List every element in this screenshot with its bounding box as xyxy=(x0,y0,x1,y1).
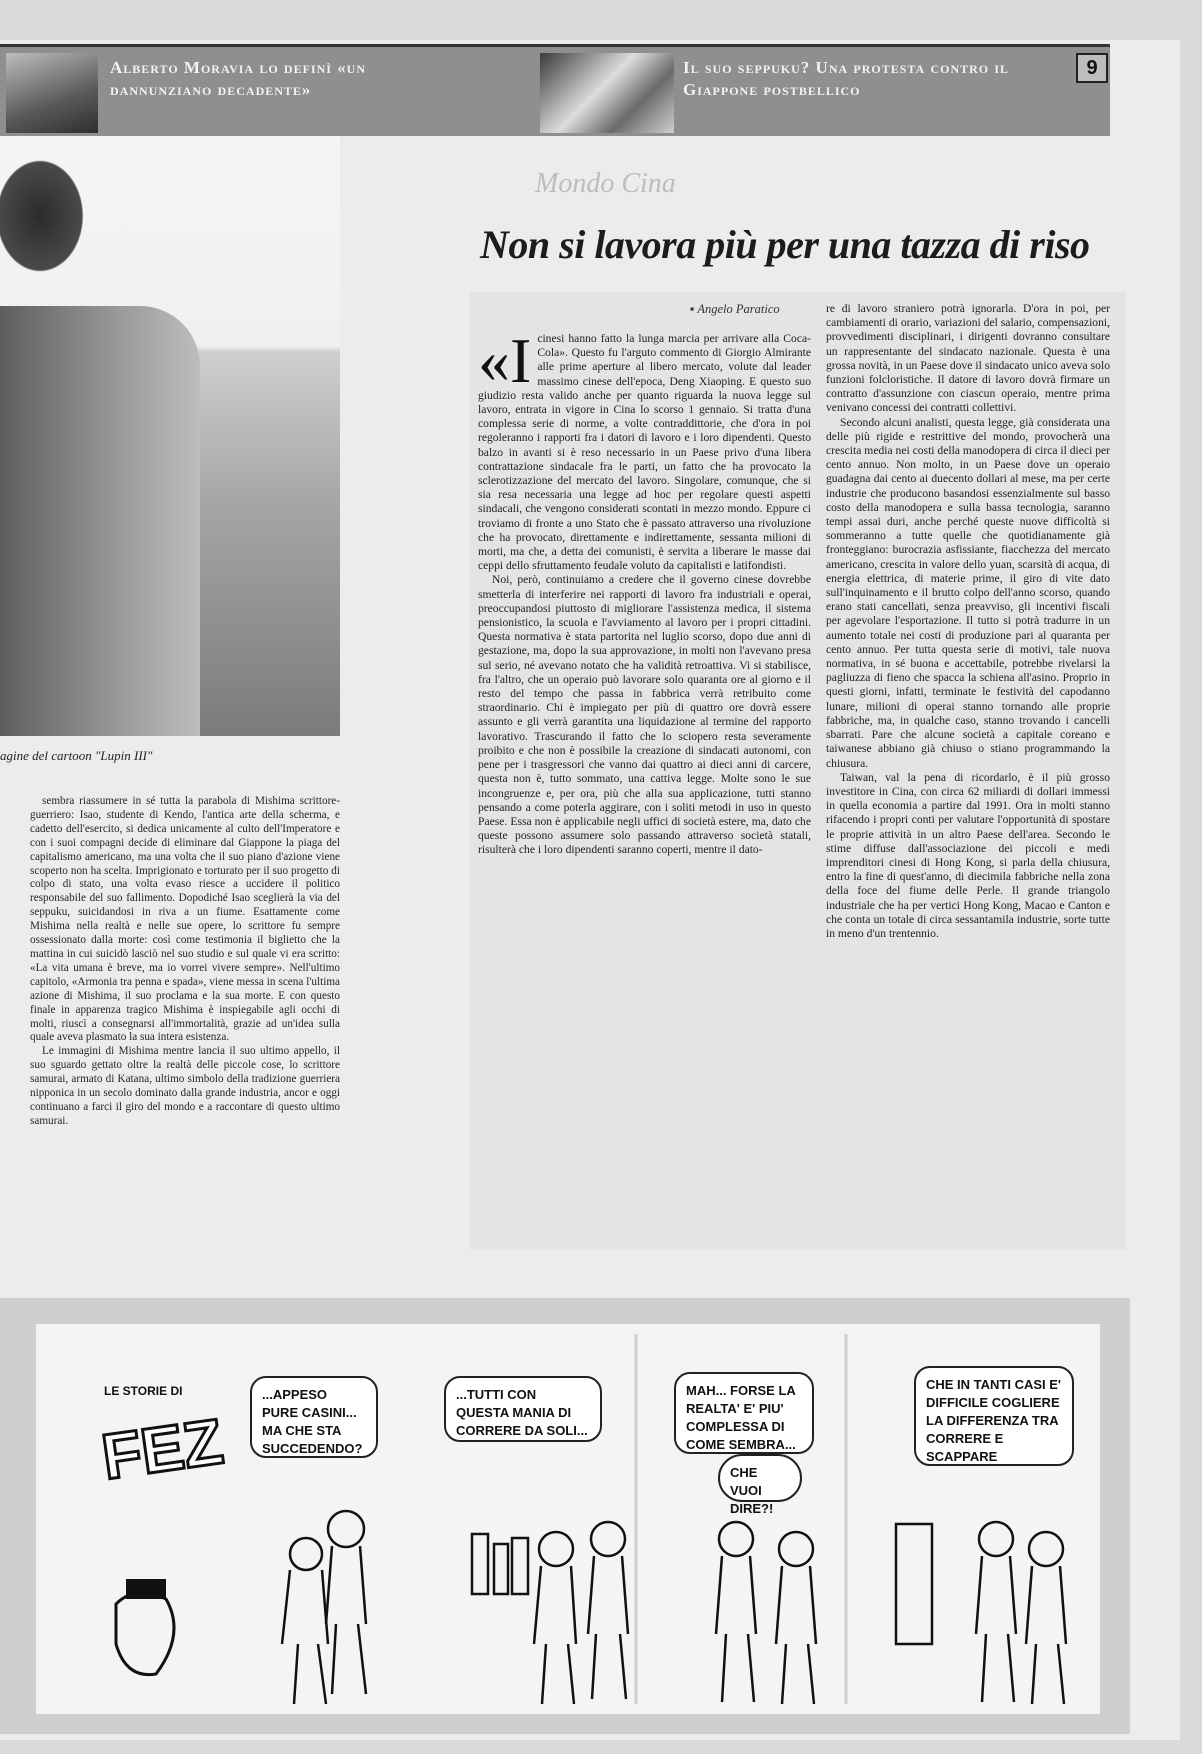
speech-bubble: CHE IN TANTI CASI E' DIFFICILE COGLIERE LA DIFFERENZA TRA CORRERE E SCAPPARE xyxy=(914,1366,1074,1466)
speech-bubble: ...APPESO PURE CASINI... MA CHE STA SUCCEDENDO? xyxy=(250,1376,378,1458)
article-column-2 xyxy=(826,302,1110,941)
article-headline: Non si lavora più per una tazza di riso xyxy=(480,222,1090,267)
mishima-photo xyxy=(0,136,340,736)
article-paragraph xyxy=(478,325,811,573)
speech-bubble: ...TUTTI CON QUESTA MANIA DI CORRERE DA SOLI... xyxy=(444,1376,602,1442)
left-paragraph: Le immagini di Mishima mentre lancia il suo ultimo appello, il suo sguardo gettato oltre la realtà delle piccole cose, lo scrittore samurai, armato di Katana, ultimo simbolo della tradizione guerriera nipponica in un secolo dominato dalla grande industria, ancor e oggi continuano a farci il giro del mondo e a raccontare di questo ultimo samurai. xyxy=(30,1045,340,1127)
comic-strip xyxy=(0,1298,1130,1734)
comic-series-label: LE STORIE DI xyxy=(104,1384,183,1398)
article-paragraph-text: cinesi hanno fatto la lunga marcia per arrivare alla Coca-Cola». Questo fu l'arguto commento di Giorgio Almirante alle prime aperture al libero mercato, volute dal leader massimo cinese dell'epoca, Deng Xiaoping. E questo suo giudizio resta valido anche per quanto riguarda la nuova legge sul lavoro, entrata in vigore in Cina lo scorso 1 gennaio. Si tratta d'una complessa serie di norme, a volte contraddittorie, che d'ora in poi regoleranno i rapporti fra i datori di lavoro e i loro dipendenti. Questo balzo in avanti si è reso necessario in un Paese privo d'una libera contrattazione sindacale fra le parti, un fatto che ha provocato la sclerotizzazione del mercato del lavoro. Singolare, comunque, che si sia resa necessaria una legge ad hoc per regolare questi aspetti sindacali, che vengono considerati scontati in mezzo mondo. Eppure ci troviamo di fronte a uno Stato che è passato attraverso una rivoluzione che ha provocato, direttamente e indirettamente, sessanta milioni di morti, ma che, a detta dei comunisti, è servita a liberare le masse dai ceppi dello sfruttamento feudale voluto da capitalisti e latifondisti. xyxy=(478,332,811,573)
article-paragraph: Secondo alcuni analisti, questa legge, già considerata una delle più rigide e restrittive del mondo, provocherà una crescita media nei costi della manodopera di circa il dieci per cento annuo. Non molto, in un Paese dove un operaio guadagna dai cento ai duecento dollari al mese, ma per certe industrie che producono basandosi essenzialmente sul basso costo della manodopera e sulla bassa tecnologia, saranno tempi assai duri, anche perché queste nuove difficoltà si sommeranno a tutte quelle che quotidianamente già fronteggiano: burocrazia asfissiante, fiacchezza del mercato americano, crescita in valore dello yuan, scarsità di acqua, di energia elettrica, di materie prime, il giro di vite dato sull'inquinamento e il brutto colpo dell'anno scorso, quando erano stati cancellati, senza preavviso, gli incentivi fiscali per agevolare l'esportazione. Il tutto si potrà tradurre in un aumento totale nei costi di produzione pari al quaranta per cento annuo. Per tutta questa serie di motivi, tale nuova normativa, in sé buona e accettabile, potrebbe rivelarsi la pagliuzza di fieno che spacca la schiena all'asino. Proprio in questi giorni, infatti, terminate le festività del capodanno lunare, milioni di operai stanno tornando alle proprie fabbriche, ma, in qualche caso, stanno trovando i cancelli sbarrati. Pare che alcune società a capitale coreano e taiwanese abbiano già chiuso o stiano programmando la chiusura. xyxy=(826,415,1110,770)
article-paragraph: Taiwan, val la pena di ricordarlo, è il più grosso investitore in Cina, con circa 62 miliardi di dollari immessi in quella economia a partire dal 1991. Ora in molti stanno rifacendo i propri conti per valutare l'opportunità di spostare le proprie attività in un altro Paese dell'area. Secondo le stime diffuse dall'associazione dei piccoli e medi imprenditori cinesi di Hong Kong, si parla della chiusura, entro la fine di quest'anno, di diecimila fabbriche nella zona della foce del fiume delle Perle. Il grande triangolo industriale che ha per vertici Hong Kong, Macao e Canton e che conta un totale di circa sessantamila industrie, sorte tutte in meno d'un trentennio. xyxy=(826,770,1110,940)
speech-bubble: CHE VUOI DIRE?! xyxy=(718,1454,802,1502)
comic-figures-drawing xyxy=(36,1324,1100,1714)
page-number: 9 xyxy=(1076,53,1108,83)
left-article-column xyxy=(30,795,340,1129)
header-thumbnail-left xyxy=(6,53,98,133)
header-thumbnail-right xyxy=(540,53,674,133)
article-column-1 xyxy=(478,325,811,858)
comic-panel-area xyxy=(36,1324,1100,1714)
speech-bubble: MAH... FORSE LA REALTA' E' PIU' COMPLESSA DI COME SEMBRA... xyxy=(674,1372,814,1454)
left-paragraph: sembra riassumere in sé tutta la parabola di Mishima scrittore-guerriero: Isao, studente di Kendo, l'antica arte della scherma, e cadetto dell'esercito, si dedica unicamente al culto dell'Imperatore e con i suoi compagni decide di eliminare dal Giappone la piaga del capitalismo americano, ma una volta che il suo piano d'azione viene scoperto non ha scelta. Imprigionato e torturato per il suo progetto di colpo di stato, una volta evaso riesce a uccidere il politico responsabile del suo fallimento. Dopodiché Isao sceglierà la via del seppuku, suicidandosi in riva a un fiume. Esattamente come Mishima nella realtà e nelle sue opere, lo scrittore fu sempre ossessionato dalla morte: così come testimonia il biglietto che la mattina in cui suicidò lasciò nel suo studio e sul quale vi era scritto: «La vita umana è breve, ma io vorrei vivere sempre». Nell'ultimo capitolo, «Armonia tra penna e spada», viene messa in scena l'ultima azione di Mishima, il suo proclama e la sua morte. E con questo finale in apparenza tragico Mishima è inspiegabile agli occhi di molti, riuscì a consegnarsi all'immortalità, grazie ad un'idea sulla quale aveva plasmato la sua intera esistenza. xyxy=(30,795,340,1044)
article-paragraph: Noi, però, continuiamo a credere che il governo cinese dovrebbe smetterla di interferire nei rapporti di lavoro fra industriali e operai, preoccupandosi piuttosto di migliorare l'assistenza medica, il sistema pensionistico, la scuola e l'avviamento al lavoro per i propri cittadini. Questa normativa è stata partorita nel luglio scorso, dopo due anni di gestazione, ma, dopo la sua approvazione, in molti non l'avevano presa sul serio, né avevano notato che ha validità retroattiva. Vi si stabilisce, fra l'altro, che un operaio può lavorare solo quaranta ore al giorno e il resto del tempo che passa in fabbrica verrà retribuito come straordinario. Chi è impiegato per più di quattro ore dovrà essere assunto e gli verrà garantita una liquidazione al termine del rapporto lavorativo. Trascurando il fatto che lo sciopero resta severamente proibito e che non è possibile la creazione di sindacati autonomi, con pene per i trasgressori che vanno dai quattro ai dieci anni di carcere, questa non è, tutto sommato, una cattiva legge. Molte sono le sue incongruenze e, per ora, più che alla sua applicazione, tutti stanno pensando a come poterla aggirare, con i soliti metodi in uso in questo Paese. Essa non è applicabile negli uffici di società estere, ma, dato che queste possono assumere solo passando attraverso società statali, risulterà che i loro dipendenti saranno coperti, mentre il dato- xyxy=(478,573,811,857)
article-byline: ▪ Angelo Paratico xyxy=(690,302,780,316)
photo-caption: agine del cartoon "Lupin III" xyxy=(0,748,153,763)
header-title-right: Il suo seppuku? Una protesta contro il Giappone postbellico xyxy=(683,58,1010,99)
byline-name: Angelo Paratico xyxy=(697,302,780,316)
article-kicker: Mondo Cina xyxy=(535,168,676,199)
comic-series-name: FEZ xyxy=(97,1404,228,1494)
article-paragraph: re di lavoro straniero potrà ignorarla. D'ora in poi, per cambiamenti di orario, variazioni del salario, compensazioni, provvedimenti disciplinari, i dirigenti dovranno consultare un rappresentante del sindacato nazionale. Questa è una grossa novità, in un Paese dove il sindacato unico aveva solo funzioni folcloristiche. Il datore di lavoro dovrà firmare un contratto d'assunzione con ciascun operaio, mentre prima venivano concessi dei contratti collettivi. xyxy=(826,302,1110,415)
header-title-left: Alberto Moravia lo definì «un dannunziano decadente» xyxy=(110,58,366,99)
section-header xyxy=(0,44,1110,136)
dropcap: «I xyxy=(478,325,532,396)
